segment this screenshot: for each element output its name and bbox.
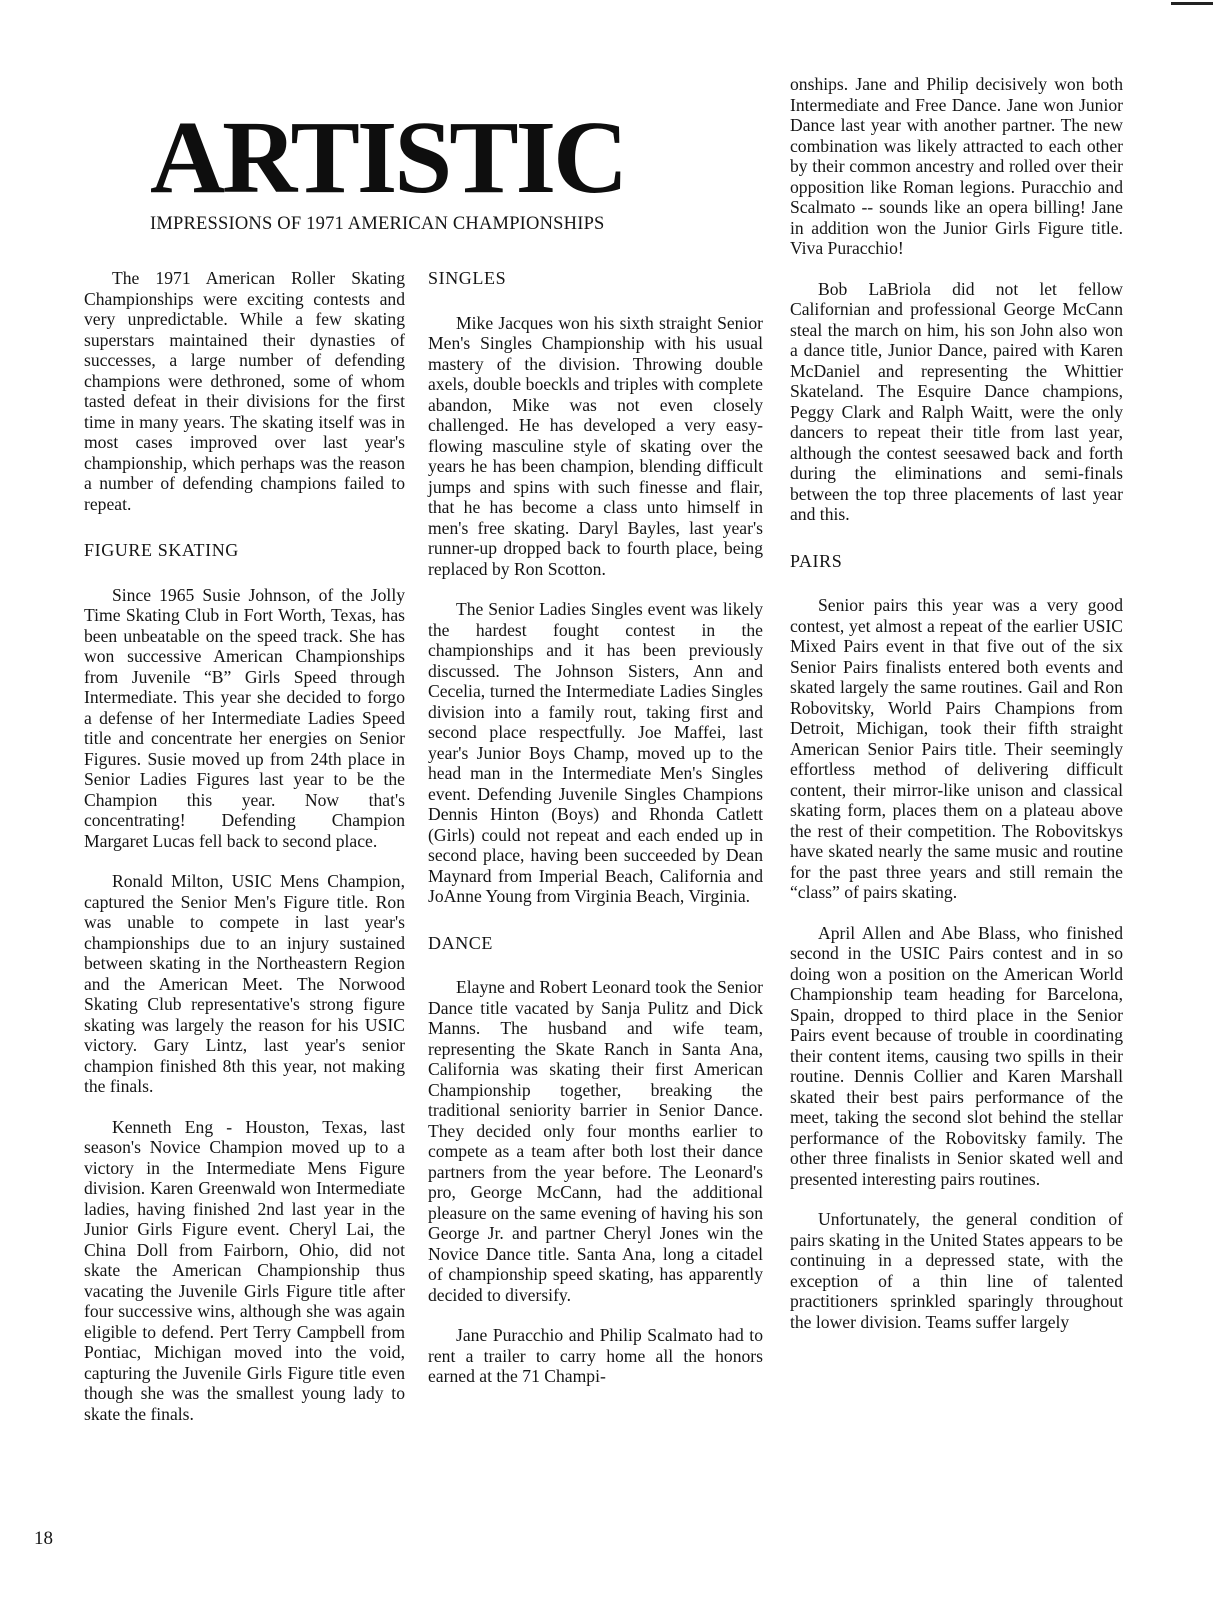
paragraph: Bob LaBriola did not let fellow Californian and professional George McCann steal the march on him, his son John also won a dance title, Junior Dance, paired with Karen McDaniel and representing the Whittier Skateland. The Esquire Dance champions, Peggy Clark and Ralph Waitt, were the only dancers to repeat their title from last year, although the contest seesawed back and forth during the eliminations and semi-finals between the top three placements of last year and this.	[790, 278, 1123, 524]
paragraph: Kenneth Eng - Houston, Texas, last season's Novice Champion moved up to a victory in the Intermediate Mens Figure division. Karen Greenwald won Intermediate ladies, having finished 2nd last year in the Junior Girls Figure event. Cheryl Lai, the China Doll from Fairborn, Ohio, did not skate the American Championship thus vacating the Juvenile Girls Figure title after four successive wins, although she was again eligible to defend. Pert Terry Campbell from Pontiac, Michigan moved into the void, capturing the Juvenile Girls Figure title even though she was the smallest young lady to skate the finals.	[84, 1116, 405, 1424]
article-column-1	[84, 268, 405, 1444]
paragraph: The 1971 American Roller Skating Championships were exciting contests and very unpredictable. While a few skating superstars maintained their dynasties of successes, a large number of defending champions were dethroned, some of whom tasted defeat in their divisions for the first time in many years. The skating itself was in most cases improved over last year's championship, which perhaps was the reason a number of defending champions failed to repeat.	[84, 268, 405, 514]
article-column-3	[790, 74, 1123, 1352]
paragraph: Senior pairs this year was a very good contest, yet almost a repeat of the earlier USIC Mixed Pairs event in that five out of the six Senior Pairs finalists entered both events and skated largely the same routines. Gail and Ron Robovitsky, World Pairs Champions from Detroit, Michigan, took their fifth straight American Senior Pairs title. Their seemingly effortless method of delivering difficult content, their mirror-like unison and classical skating form, places them on a plateau above the rest of their competition. The Robovitskys have skated nearly the same music and routine for the past three years and still remain the “class” of pairs skating.	[790, 595, 1123, 902]
corner-scan-mark	[1171, 2, 1213, 5]
header	[150, 100, 640, 235]
paragraph: April Allen and Abe Blass, who finished second in the USIC Pairs contest and in so doing won a position on the American World Championship team heading for Barcelona, Spain, dropped to third place in the Senior Pairs event because of trouble in coordinating their content items, causing two spills in their routine. Dennis Collier and Karen Marshall skated their best pairs performance of the meet, taking the second slot behind the stellar performance of the Robovitsky family. The other three finalists in Senior skated well and presented interesting pairs routines.	[790, 922, 1123, 1189]
section-heading-singles: SINGLES	[428, 268, 507, 288]
paragraph: Jane Puracchio and Philip Scalmato had to rent a trailer to carry home all the honors earned at the 71 Champi-	[428, 1325, 763, 1386]
paragraph-continued: onships. Jane and Philip decisively won both Intermediate and Free Dance. Jane won Junior Dance last year with another partner. The new combination was likely attracted to each other by their common ancestry and rolled over their opposition like Roman legions. Puracchio and Scalmato -- sounds like an opera billing! Jane in addition won the Junior Girls Figure title. Viva Puracchio!	[790, 74, 1123, 258]
section-heading-pairs: PAIRS	[790, 550, 843, 571]
paragraph: Since 1965 Susie Johnson, of the Jolly Time Skating Club in Fort Worth, Texas, has been unbeatable on the speed track. She has won successive American Championships from Juvenile “B” Girls Speed through Intermediate. This year she decided to forgo a defense of her Intermediate Ladies Speed title and concentrate her energies on Senior Figures. Susie moved up from 24th place in Senior Ladies Figures last year to be the Champion this year. Now that's concentrating! Defending Champion Margaret Lucas fell back to second place.	[84, 584, 405, 851]
page-number: 18	[34, 1528, 53, 1549]
page-title: ARTISTIC	[150, 100, 626, 215]
paragraph: Unfortunately, the general condition of pairs skating in the United States appears to be continuing in a depressed state, with the exception of a thin line of talented practitioners sprinkled sparingly throughout the lower division. Teams suffer largely	[790, 1209, 1123, 1332]
paragraph: The Senior Ladies Singles event was likely the hardest fought contest in the championships and it has been previously discussed. The Johnson Sisters, Ann and Cecelia, turned the Intermediate Ladies Singles division into a family rout, taking first and second place respectfully. Joe Maffei, last year's Junior Boys Champ, moved up to the head man in the Intermediate Men's Singles event. Defending Juvenile Singles Champions Dennis Hinton (Boys) and Rhonda Catlett (Girls) could not repeat and each ended up in second place, having been succeeded by Dean Maynard from Imperial Beach, California and JoAnne Young from Virginia Beach, Virginia.	[428, 599, 763, 906]
section-heading-figure-skating: FIGURE SKATING	[84, 540, 239, 560]
paragraph: Elayne and Robert Leonard took the Senior Dance title vacated by Sanja Pulitz and Dick Manns. The husband and wife team, representing the Skate Ranch in Santa Ana, California was skating their first American Championship together, breaking the traditional seniority barrier in Senior Dance. They decided only four months earlier to compete as a team after both lost their dance partners from the year before. The Leonard's pro, George McCann, had the additional pleasure on the same evening of having his son George Jr. and partner Cheryl Jones win the Novice Dance title. Santa Ana, long a citadel of championship speed skating, has apparently decided to diversify.	[428, 977, 763, 1305]
paragraph: Ronald Milton, USIC Mens Champion, captured the Senior Men's Figure title. Ron was unable to compete in last year's championships due to an injury sustained between skating in the Northeastern Region and the American Meet. The Norwood Skating Club representative's strong figure skating was largely the reason for his USIC victory. Gary Lintz, last year's senior champion finished 8th this year, not making the finals.	[84, 871, 405, 1096]
page-subtitle: IMPRESSIONS OF 1971 AMERICAN CHAMPIONSHIPS	[150, 214, 605, 234]
paragraph: Mike Jacques won his sixth straight Senior Men's Singles Championship with his usual mastery of the division. Throwing double axels, double boeckls and triples with complete abandon, Mike was not even closely challenged. He has developed a very easy-flowing masculine style of skating over the years he has been champion, blending difficult jumps and spins with such finesse and flair, that he has become a class unto himself in men's free skating. Daryl Bayles, last year's runner-up dropped back to fourth place, being replaced by Ron Scotton.	[428, 312, 763, 579]
article-column-2	[428, 268, 763, 1407]
section-heading-dance: DANCE	[428, 932, 493, 953]
